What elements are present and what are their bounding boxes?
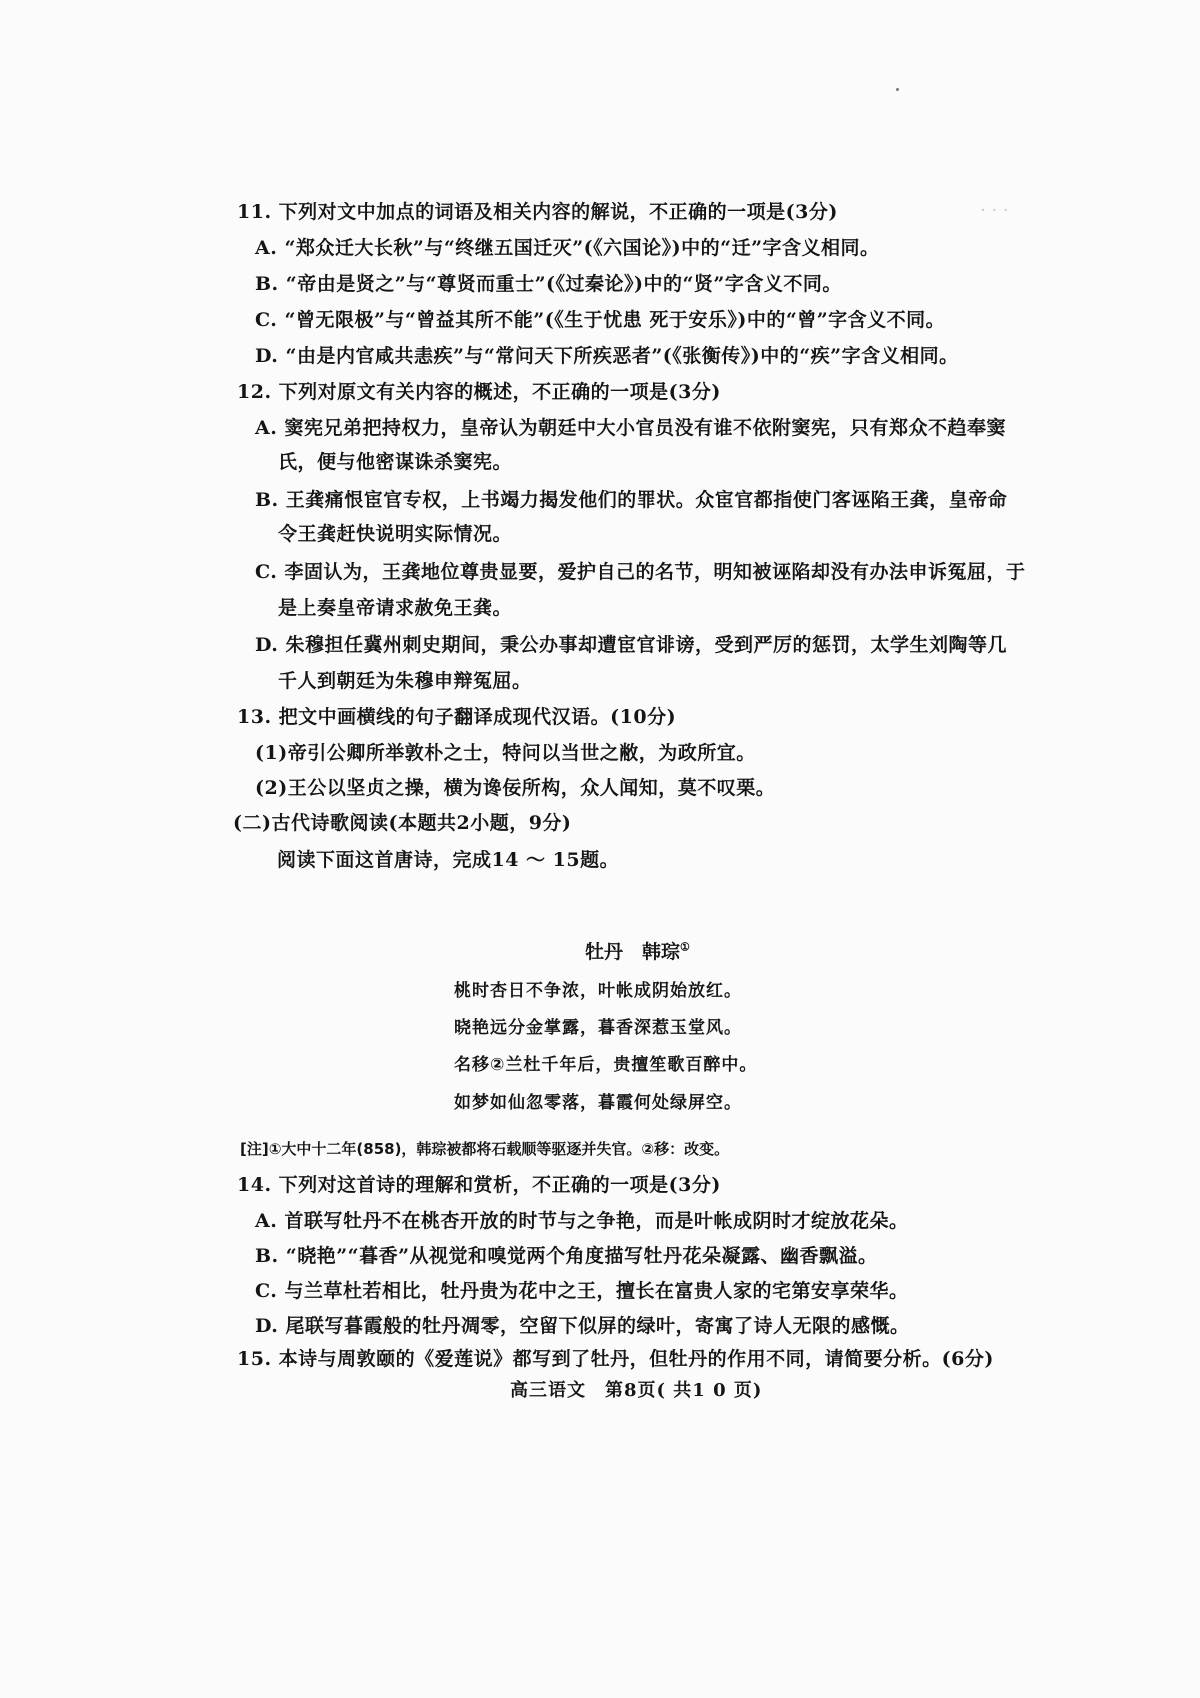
poem-line-1: 桃时杏日不争浓，叶帐成阴始放红。 [454,981,742,1001]
poem-line-2: 晓艳远分金掌露，暮香深惹玉堂风。 [454,1018,742,1038]
q13-sentence-2: (2)王公以坚贞之操，横为谗佞所构，众人闻知，莫不叹栗。 [255,777,776,799]
q12-option-b-line2: 令王龚赶快说明实际情况。 [278,523,513,545]
q12-option-c-line1: C. 李固认为，王龚地位尊贵显要，爱护自己的名节，明知被诬陷却没有办法申诉冤屈，于 [255,561,1026,583]
scan-speck [896,88,899,91]
q11-option-a: A. “郑众迁大长秋”与“终继五国迁灭”(《六国论》)中的“迁”字含义相同。 [255,237,880,259]
q14-option-a: A. 首联写牡丹不在桃杏开放的时节与之争艳，而是叶帐成阴时才绽放花朵。 [255,1210,909,1232]
poem-title-text: 牡丹 韩琮 [585,941,681,963]
poem-line-4: 如梦如仙忽零落，暮霞何处绿屏空。 [454,1093,742,1113]
poem-annotation: [注]①大中十二年(858)，韩琮被都将石载顺等驱逐并失官。②移：改变。 [240,1140,730,1158]
q12-option-d-line1: D. 朱穆担任冀州刺史期间，秉公办事却遭宦官诽谤，受到严厉的惩罚，太学生刘陶等几 [255,634,1008,656]
q12-option-c-line2: 是上奏皇帝请求赦免王龚。 [278,597,513,619]
q12-option-a-line2: 氏，便与他密谋诛杀窦宪。 [278,451,513,473]
bleed-through-texture: · · · [980,200,1009,221]
poem-title [585,937,690,964]
q14-option-b: B. “晓艳”“暮香”从视觉和嗅觉两个角度描写牡丹花朵凝露、幽香飘溢。 [255,1245,878,1267]
q11-option-d: D. “由是内官咸共恚疾”与“常问天下所疾恶者”(《张衡传》)中的“疾”字含义相同。 [255,345,959,367]
section-instruction: 阅读下面这首唐诗，完成14 ～ 15题。 [277,849,620,871]
section-heading: (二)古代诗歌阅读(本题共2小题，9分) [233,812,572,834]
q12-option-a-line1: A. 窦宪兄弟把持权力，皇帝认为朝廷中大小官员没有谁不依附窦宪，只有郑众不趋奉窦 [255,417,1006,439]
q13-sentence-1: (1)帝引公卿所举敦朴之士，特问以当世之敝，为政所宜。 [255,742,756,764]
q14-option-c: C. 与兰草杜若相比，牡丹贵为花中之王，擅长在富贵人家的宅第安享荣华。 [255,1280,909,1302]
q12-option-b-line1: B. 王龚痛恨宦官专权，上书竭力揭发他们的罪状。众宦官都指使门客诬陷王龚，皇帝命 [255,489,1008,511]
q15-stem: 15. 本诗与周敦颐的《爱莲说》都写到了牡丹，但牡丹的作用不同，请简要分析。(6分) [237,1348,994,1370]
q14-option-d: D. 尾联写暮霞般的牡丹凋零，空留下似屏的绿叶，寄寓了诗人无限的感慨。 [255,1315,910,1337]
q14-stem: 14. 下列对这首诗的理解和赏析，不正确的一项是(3分) [237,1174,721,1196]
q11-option-b: B. “帝由是贤之”与“尊贤而重士”(《过秦论》)中的“贤”字含义不同。 [255,273,842,295]
poem-line-3: 名移②兰杜千年后，贵擅笙歌百醉中。 [454,1055,758,1075]
q13-stem: 13. 把文中画横线的句子翻译成现代汉语。(10分) [237,706,677,728]
page-footer: 高三语文 第8页( 共1 0 页) [510,1380,763,1401]
q11-option-c: C. “曾无限极”与“曾益其所不能”(《生于忧患 死于安乐》)中的“曾”字含义不同。 [255,309,946,331]
poem-title-footnote-mark: ① [680,940,690,954]
q12-stem: 12. 下列对原文有关内容的概述，不正确的一项是(3分) [237,381,721,403]
q11-stem: 11. 下列对文中加点的词语及相关内容的解说，不正确的一项是(3分) [237,201,838,223]
q12-option-d-line2: 千人到朝廷为朱穆申辩冤屈。 [278,670,532,692]
